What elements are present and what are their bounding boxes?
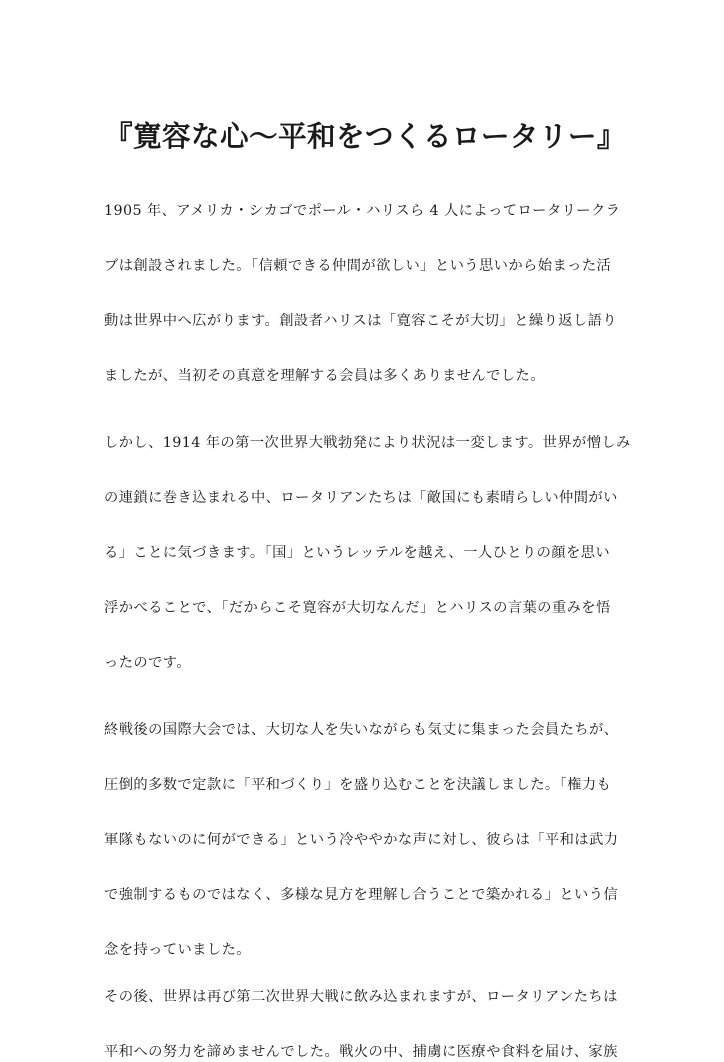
text-line: 動は世界中へ広がります。創設者ハリスは「寛容こそが大切」と繰り返し語り xyxy=(104,313,617,329)
text-line: で強制するものではなく、多様な見方を理解し合うことで築かれる」という信 xyxy=(104,887,619,903)
paragraph-3 xyxy=(104,720,634,960)
text-line: 浮かべることで、「だからこそ寛容が大切なんだ」とハリスの言葉の重みを悟 xyxy=(104,600,611,616)
document-body xyxy=(104,119,634,1062)
text-line: る」ことに気づきます。「国」というレッテルを越え、一人ひとりの顔を思い xyxy=(104,545,611,561)
text-line: 平和への努力を諦めませんでした。戦火の中、捕虜に医療や食料を届け、家族 xyxy=(104,1044,618,1060)
text-line: の連鎖に巻き込まれる中、ロータリアンたちは「敵国にも素晴らしい仲間がい xyxy=(104,490,618,506)
text-line: 1905 年、アメリカ・シカゴでポール・ハリスら 4 人によってロータリークラ xyxy=(104,203,621,219)
text-line: ブは創設されました。「信頼できる仲間が欲しい」という思いから始まった活 xyxy=(104,258,612,274)
document-title: 『寛容な心～平和をつくるロータリー』 xyxy=(104,119,626,153)
text-line: 軍隊もないのに何ができる」という冷ややかな声に対し、彼らは「平和は武力 xyxy=(104,832,619,848)
text-line: 念を持っていました。 xyxy=(104,942,251,958)
text-line: 圧倒的多数で定款に「平和づくり」を盛り込むことを決議しました。「権力も xyxy=(104,777,612,793)
text-line: 終戦後の国際大会では、大切な人を失いながらも気丈に集まった会員たちが、 xyxy=(104,722,619,738)
text-line: ったのです。 xyxy=(104,655,192,671)
text-line: ましたが、当初その真意を理解する会員は多くありませんでした。 xyxy=(104,368,545,384)
paragraph-1 xyxy=(104,201,634,386)
paragraph-2 xyxy=(104,433,634,673)
paragraph-4 xyxy=(104,987,634,1062)
text-line: しかし、1914 年の第一次世界大戦勃発により状況は一変します。世界が憎しみ xyxy=(104,435,631,451)
text-line: その後、世界は再び第二次世界大戦に飲み込まれますが、ロータリアンたちは xyxy=(104,989,618,1005)
